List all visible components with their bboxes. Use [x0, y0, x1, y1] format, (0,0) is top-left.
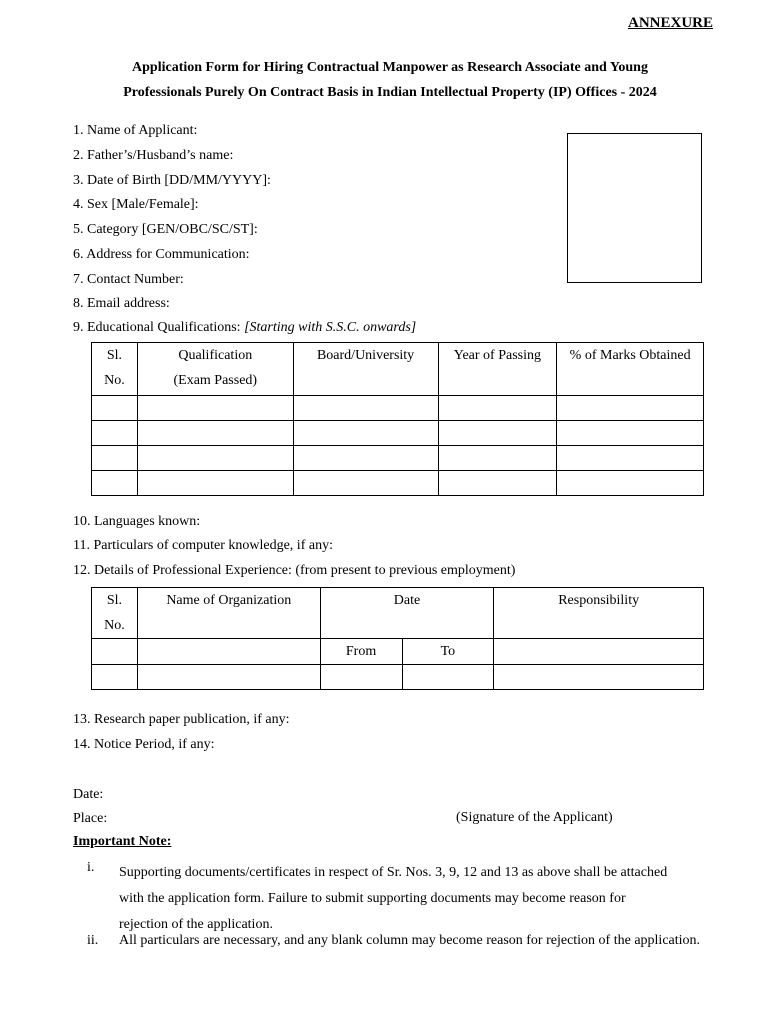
exp-header-date: Date	[320, 588, 494, 639]
table-cell[interactable]	[92, 446, 138, 471]
table-cell[interactable]	[438, 396, 557, 421]
field-computer-knowledge: 11. Particulars of computer knowledge, if any:	[73, 538, 333, 553]
field-edu-hint: [Starting with S.S.C. onwards]	[244, 320, 417, 335]
table-cell[interactable]	[92, 471, 138, 496]
table-cell[interactable]	[293, 446, 438, 471]
field-name-of-applicant: 1. Name of Applicant:	[73, 123, 198, 138]
table-cell[interactable]	[438, 421, 557, 446]
field-notice-period: 14. Notice Period, if any:	[73, 737, 215, 752]
field-languages: 10. Languages known:	[73, 514, 201, 529]
education-table	[91, 342, 704, 496]
field-address: 6. Address for Communication:	[73, 247, 250, 262]
field-educational-qualifications	[73, 319, 416, 337]
table-row	[92, 665, 704, 690]
note-text	[119, 860, 713, 938]
table-cell[interactable]	[293, 471, 438, 496]
field-professional-experience: 12. Details of Professional Experience: (from present to previous employment)	[73, 563, 516, 578]
signature-label: (Signature of the Applicant)	[456, 810, 613, 825]
table-cell[interactable]	[494, 665, 704, 690]
field-father-husband-name: 2. Father’s/Husband’s name:	[73, 148, 234, 163]
edu-header-sl: Sl. No.	[92, 343, 138, 396]
table-cell[interactable]	[438, 446, 557, 471]
table-cell[interactable]	[137, 471, 293, 496]
edu-header-qualification: Qualification (Exam Passed)	[137, 343, 293, 396]
edu-header-marks: % of Marks Obtained	[557, 343, 704, 396]
edu-header-year: Year of Passing	[438, 343, 557, 396]
table-row	[92, 396, 704, 421]
note-number: i.	[87, 860, 95, 875]
table-cell[interactable]	[293, 396, 438, 421]
table-cell[interactable]	[438, 471, 557, 496]
field-date-of-birth: 3. Date of Birth [DD/MM/YYYY]:	[73, 173, 271, 188]
exp-header-from: From	[320, 639, 402, 665]
note-number: ii.	[87, 933, 99, 948]
exp-header-organization: Name of Organization	[137, 588, 320, 639]
table-cell[interactable]	[137, 396, 293, 421]
table-cell[interactable]	[92, 421, 138, 446]
table-cell[interactable]	[137, 446, 293, 471]
field-edu-label: 9. Educational Qualifications:	[73, 320, 245, 335]
field-research-papers: 13. Research paper publication, if any:	[73, 712, 290, 727]
table-cell[interactable]	[137, 665, 320, 690]
table-row	[92, 446, 704, 471]
table-cell[interactable]	[137, 639, 320, 665]
field-contact-number: 7. Contact Number:	[73, 272, 184, 287]
table-cell[interactable]	[557, 471, 704, 496]
table-cell[interactable]	[92, 639, 138, 665]
form-title	[70, 55, 710, 105]
important-note-title: Important Note:	[73, 834, 172, 849]
field-sex: 4. Sex [Male/Female]:	[73, 197, 199, 212]
place-label: Place:	[73, 811, 108, 826]
note-line: with the application form. Failure to submit supporting documents may become reason for	[119, 891, 626, 906]
field-email: 8. Email address:	[73, 296, 170, 311]
photo-box	[567, 133, 702, 283]
note-item	[73, 860, 713, 930]
experience-table	[91, 587, 704, 690]
education-header-row	[92, 343, 704, 396]
exp-header-sl: Sl. No.	[92, 588, 138, 639]
note-text: All particulars are necessary, and any blank column may become reason for rejection of the application.	[119, 933, 701, 948]
table-row	[92, 639, 704, 665]
table-cell[interactable]	[320, 665, 402, 690]
table-cell[interactable]	[557, 446, 704, 471]
table-cell[interactable]	[557, 421, 704, 446]
table-cell[interactable]	[494, 639, 704, 665]
exp-header-responsibility: Responsibility	[494, 588, 704, 639]
note-line: rejection of the application.	[119, 917, 273, 932]
table-row	[92, 471, 704, 496]
form-title-line-2: Professionals Purely On Contract Basis in Indian Intellectual Property (IP) Offices - 2024	[123, 85, 657, 100]
date-label: Date:	[73, 787, 104, 802]
table-cell[interactable]	[92, 665, 138, 690]
note-item	[73, 933, 713, 969]
edu-header-board: Board/University	[293, 343, 438, 396]
field-category: 5. Category [GEN/OBC/SC/ST]:	[73, 222, 258, 237]
note-line: Supporting documents/certificates in respect of Sr. Nos. 3, 9, 12 and 13 as above shall be attached	[119, 865, 668, 880]
annexure-heading: ANNEXURE	[627, 15, 713, 31]
table-cell[interactable]	[92, 396, 138, 421]
exp-header-to: To	[402, 639, 494, 665]
table-cell[interactable]	[137, 421, 293, 446]
table-row	[92, 421, 704, 446]
form-title-line-1: Application Form for Hiring Contractual Manpower as Research Associate and Young	[132, 60, 648, 75]
experience-header-row	[92, 588, 704, 639]
table-cell[interactable]	[293, 421, 438, 446]
table-cell[interactable]	[557, 396, 704, 421]
table-cell[interactable]	[402, 665, 494, 690]
